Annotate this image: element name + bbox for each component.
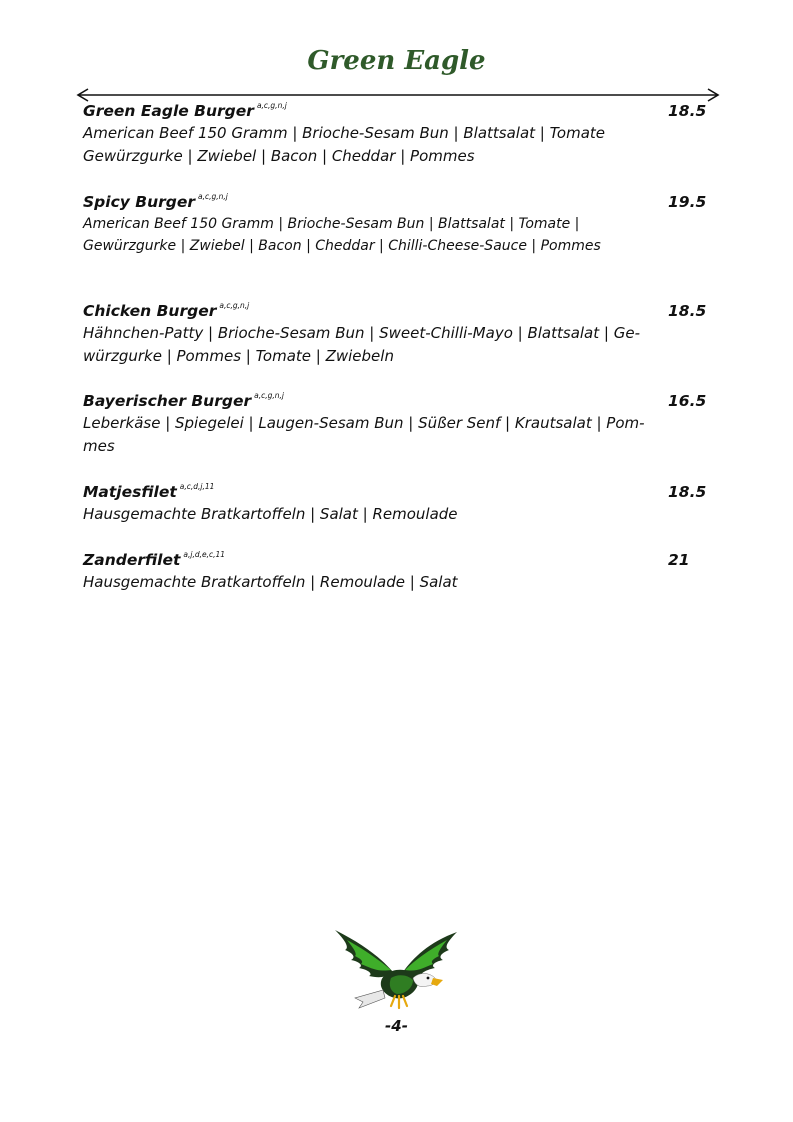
item-allergens: a,j,d,e,c,11 — [183, 550, 226, 559]
item-price: 19.5 — [668, 193, 707, 211]
menu-item-spicy-burger — [83, 191, 723, 257]
item-description-line: Gewürzgurke | Zwiebel | Bacon | Cheddar | Chilli-Cheese-Sauce | Pommes — [83, 238, 601, 254]
menu-title: Green Eagle — [307, 46, 486, 76]
menu-item-chicken-burger — [83, 300, 723, 368]
menu-item-bayerischer-burger — [83, 390, 723, 458]
item-description-line: mes — [83, 437, 115, 455]
item-description-line: Hausgemachte Bratkartoffeln | Remoulade | Salat — [83, 573, 458, 591]
page-number: -4- — [385, 1017, 408, 1035]
item-allergens: a,c,d,j,11 — [179, 482, 215, 491]
item-description-line: Gewürzgurke | Zwiebel | Bacon | Cheddar | Pommes — [83, 147, 475, 165]
item-description-line: American Beef 150 Gramm | Brioche-Sesam Bun | Blattsalat | Tomate — [83, 124, 606, 142]
item-allergens: a,c,g,n,j — [198, 192, 228, 201]
item-price: 18.5 — [668, 102, 707, 120]
item-price: 21 — [668, 551, 690, 569]
item-name: Spicy Burger — [83, 193, 196, 211]
item-price: 18.5 — [668, 302, 707, 320]
item-description-line: American Beef 150 Gramm | Brioche-Sesam Bun | Blattsalat | Tomate | — [83, 216, 580, 232]
item-name: Chicken Burger — [83, 302, 217, 320]
menu-item-zanderfilet — [83, 549, 723, 594]
item-allergens: a,c,g,n,j — [254, 391, 284, 400]
item-description-line: Hausgemachte Bratkartoffeln | Salat | Remoulade — [83, 505, 458, 523]
item-description-line: Leberkäse | Spiegelei | Laugen-Sesam Bun | Süßer Senf | Krautsalat | Pom- — [83, 414, 645, 432]
menu-item-matjesfilet — [83, 481, 723, 526]
item-name: Green Eagle Burger — [83, 102, 254, 120]
item-description-line: würzgurke | Pommes | Tomate | Zwiebeln — [83, 347, 394, 365]
item-description-line: Hähnchen-Patty | Brioche-Sesam Bun | Sweet-Chilli-Mayo | Blattsalat | Ge- — [83, 324, 640, 342]
item-name: Bayerischer Burger — [83, 392, 252, 410]
item-name: Matjesfilet — [83, 483, 177, 501]
item-price: 18.5 — [668, 483, 707, 501]
eagle-icon — [333, 928, 461, 1012]
item-name: Zanderfilet — [83, 551, 181, 569]
menu-item-green-eagle-burger — [83, 100, 723, 168]
item-price: 16.5 — [668, 392, 707, 410]
item-allergens: a,c,g,n,j — [219, 301, 250, 310]
item-allergens: a,c,g,n,j — [256, 101, 287, 110]
